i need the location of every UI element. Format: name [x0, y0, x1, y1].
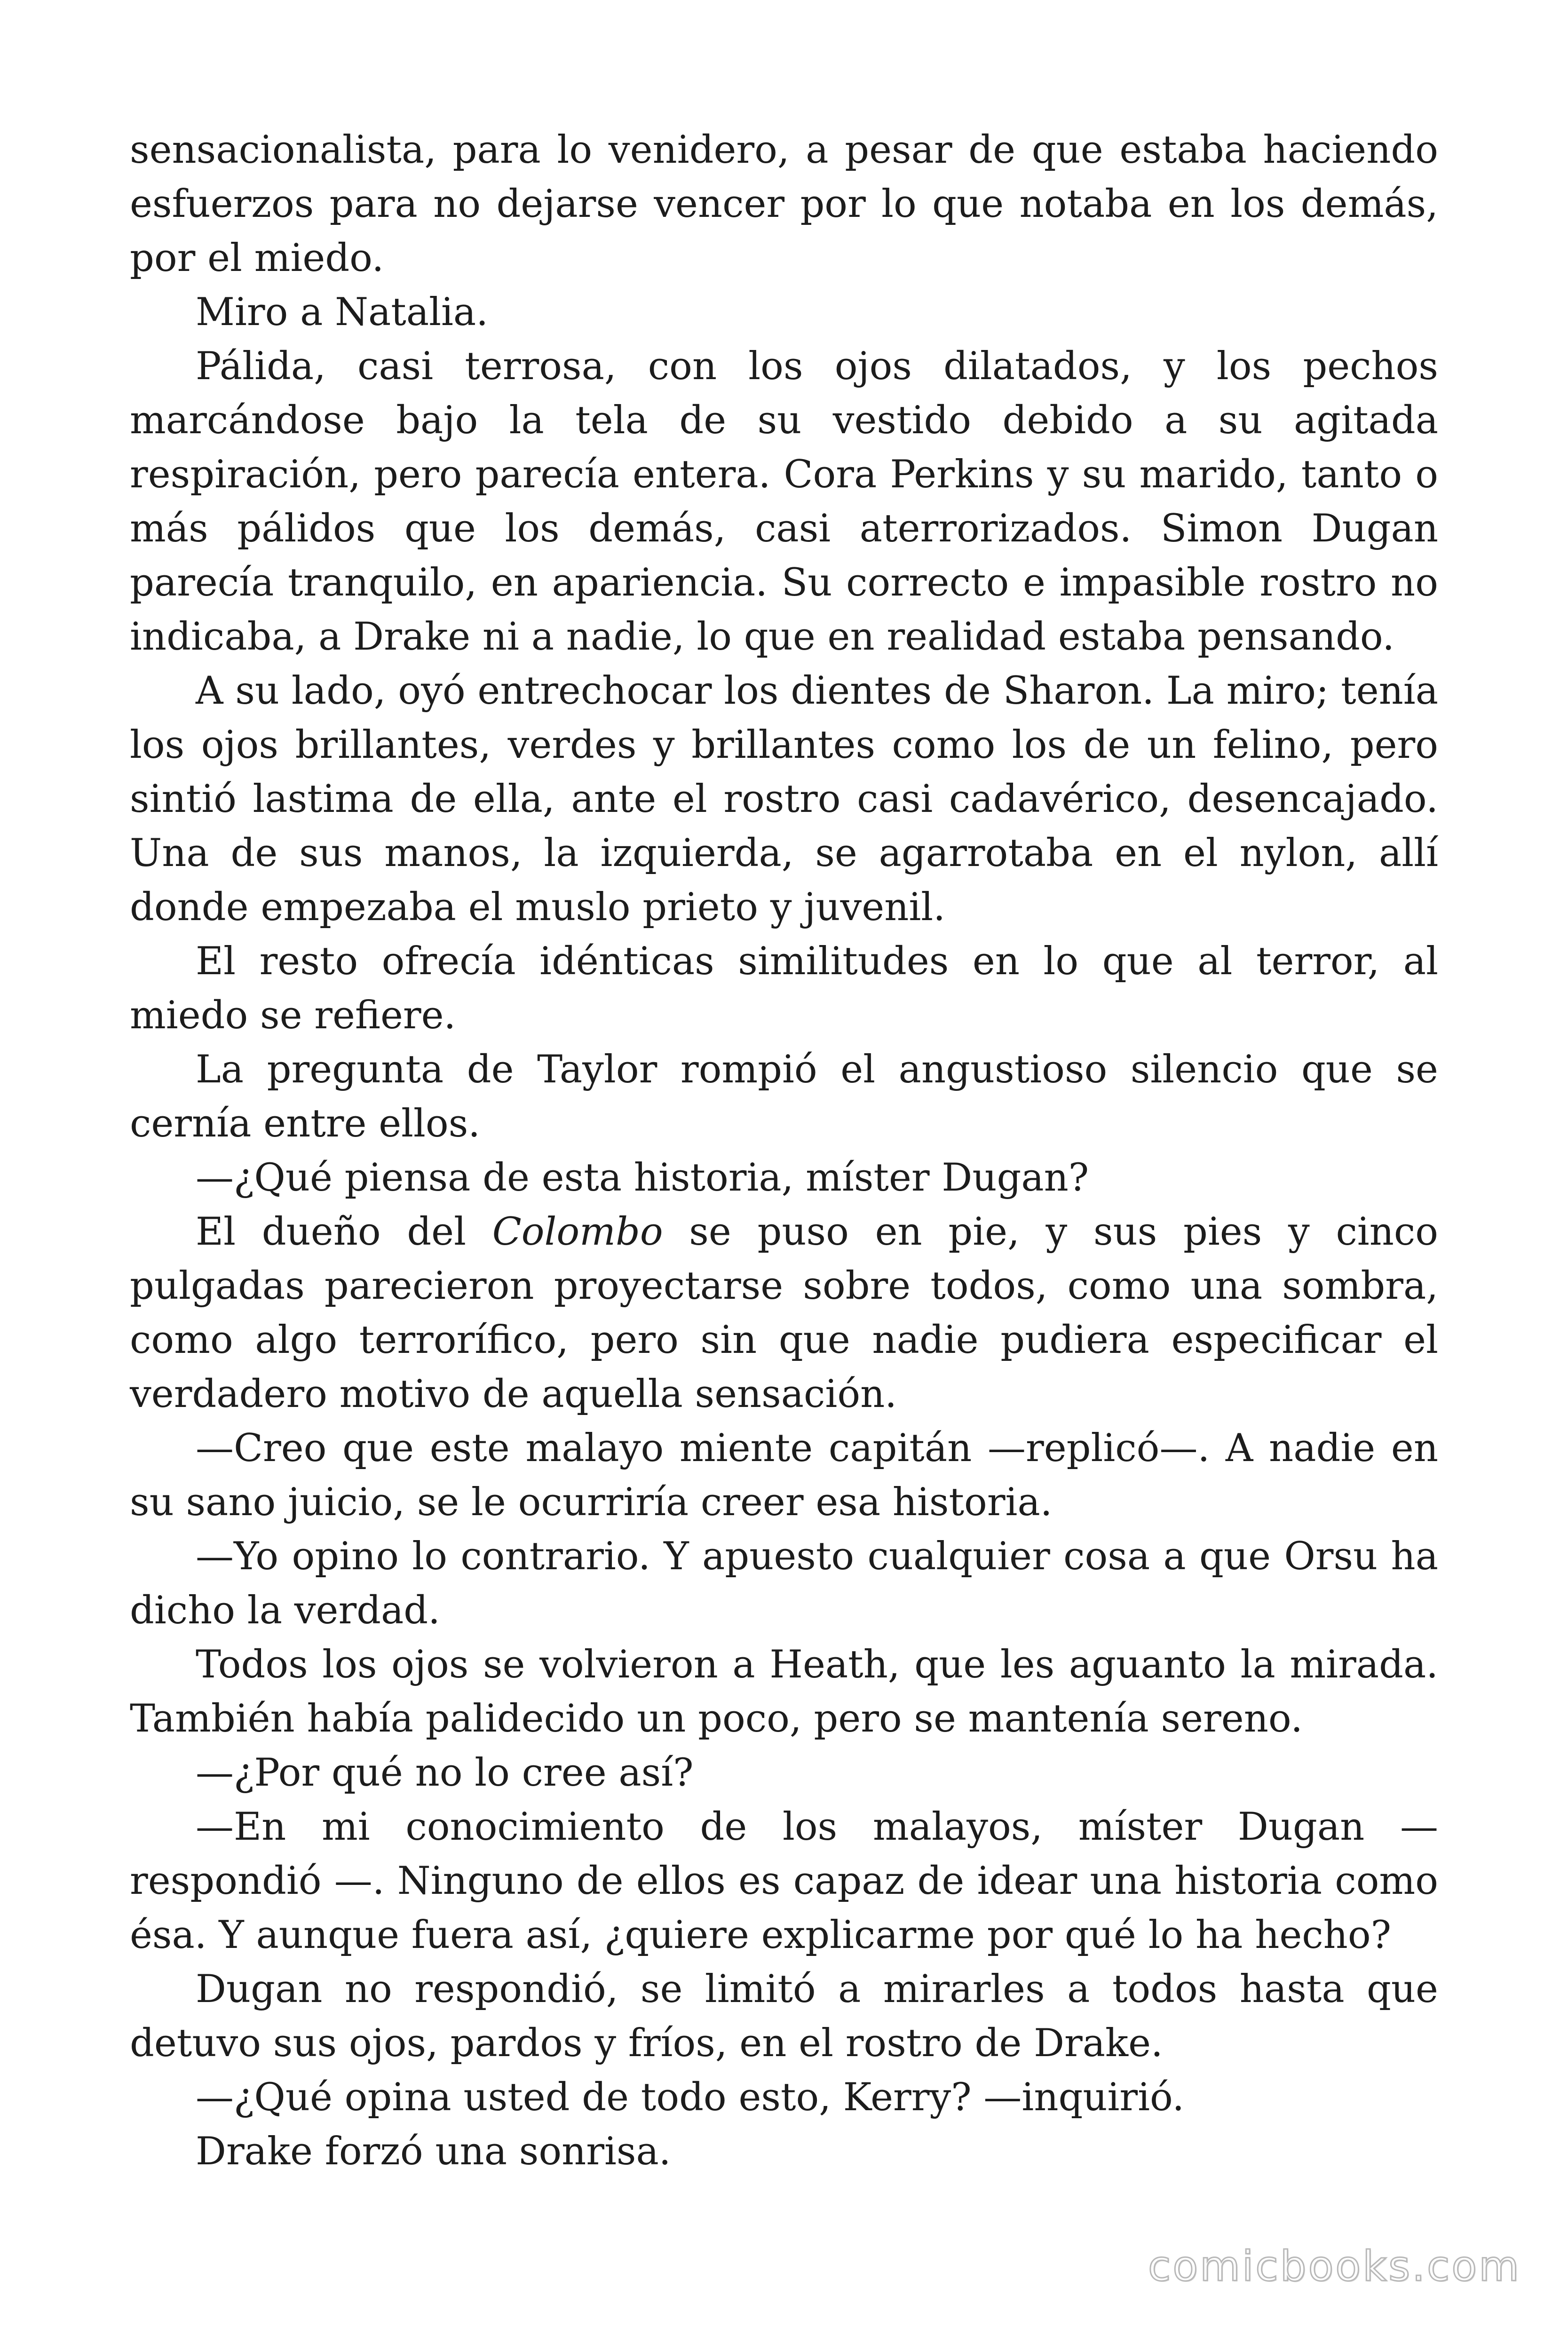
paragraph: Miro a Natalia.	[196, 290, 488, 334]
paragraph: El resto ofrecía idénticas similitudes en lo que al terror, al miedo se refiere.	[130, 939, 1438, 1038]
paragraph: Todos los ojos se volvieron a Heath, que les aguanto la mirada. También había palidecido un poco, pero se mantenía sereno.	[130, 1643, 1438, 1741]
paragraph: —¿Por qué no lo cree así?	[196, 1751, 694, 1795]
paragraph: La pregunta de Taylor rompió el angustioso silencio que se cernía entre ellos.	[130, 1048, 1438, 1146]
paragraph: Drake forzó una sonrisa.	[196, 2130, 671, 2174]
paragraph: —¿Qué opina usted de todo esto, Kerry? —inquirió.	[196, 2075, 1185, 2120]
page-body	[130, 123, 1438, 2179]
paragraph: sensacionalista, para lo venidero, a pesar de que estaba haciendo esfuerzos para no dejarse vencer por lo que notaba en los demás, por el miedo.	[130, 128, 1438, 280]
paragraph: —Yo opino lo contrario. Y apuesto cualquier cosa a que Orsu ha dicho la verdad.	[130, 1534, 1438, 1633]
paragraph: —¿Qué piensa de esta historia, míster Dugan?	[196, 1156, 1089, 1200]
paragraph-text: se puso en pie, y sus pies y cinco pulgadas parecieron proyectarse sobre todos, como una sombra, como algo terrorífico, pero sin que nadie pudiera especificar el verdadero motivo de aquella sensación.	[130, 1210, 1439, 1416]
ship-name: Colombo	[492, 1210, 663, 1254]
paragraph	[130, 1205, 1438, 1422]
paragraph: A su lado, oyó entrechocar los dientes de Sharon. La miro; tenía los ojos brillantes, verdes y brillantes como los de un felino, pero sintió lastima de ella, ante el rostro casi cadavérico, desencajado. Una de sus manos, la izquierda, se agarrotaba en el nylon, allí donde empezaba el muslo prieto y juvenil.	[130, 669, 1438, 930]
paragraph: Dugan no respondió, se limitó a mirarles a todos hasta que detuvo sus ojos, pardos y fríos, en el rostro de Drake.	[130, 1967, 1438, 2066]
watermark: comicbooks.com	[1148, 2242, 1521, 2290]
paragraph-text: El dueño del	[196, 1210, 492, 1254]
paragraph: Pálida, casi terrosa, con los ojos dilatados, y los pechos marcándose bajo la tela de su vestido debido a su agitada respiración, pero parecía entera. Cora Perkins y su marido, tanto o más pálidos que los demás, casi aterrorizados. Simon Dugan parecía tranquilo, en apariencia. Su correcto e impasible rostro no indicaba, a Drake ni a nadie, lo que en realidad estaba pensando.	[130, 344, 1438, 659]
paragraph: —En mi conocimiento de los malayos, míster Dugan —respondió —. Ninguno de ellos es capaz de idear una historia como ésa. Y aunque fuera así, ¿quiere explicarme por qué lo ha hecho?	[130, 1805, 1438, 1957]
paragraph: —Creo que este malayo miente capitán —replicó—. A nadie en su sano juicio, se le ocurriría creer esa historia.	[130, 1426, 1438, 1525]
